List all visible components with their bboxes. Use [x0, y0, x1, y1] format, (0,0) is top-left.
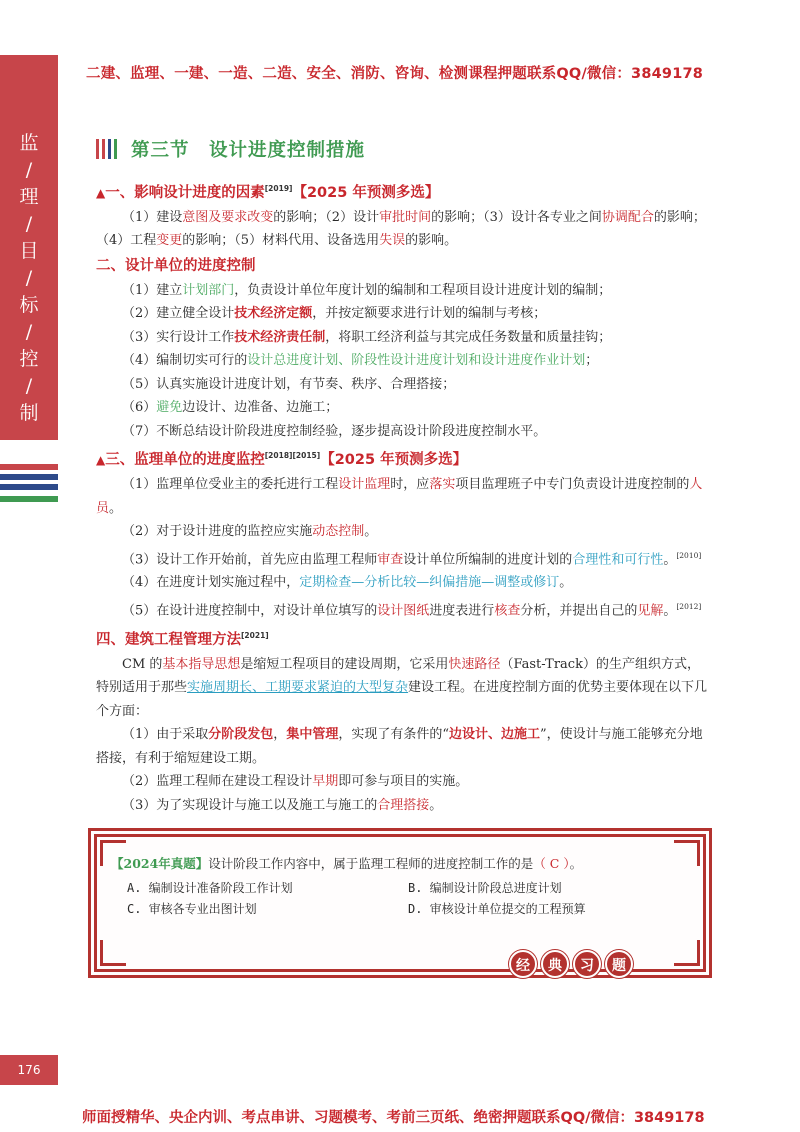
section-title: 第三节 设计进度控制措施: [131, 140, 366, 161]
side-stripe-blue-1: [0, 474, 58, 480]
triangle-icon: ▲: [96, 453, 106, 468]
side-label: 监 / 理 / 目 / 标 / 控 / 制: [19, 132, 39, 424]
footer-banner: 师面授精华、央企内训、考点串讲、习题模考、考前三页纸、绝密押题联系QQ/微信：3849178: [82, 1110, 705, 1126]
list-item: （4）编制切实可行的设计总进度计划、阶段性设计进度计划和设计进度作业计划；: [122, 353, 599, 369]
side-stripe-red: [0, 464, 58, 470]
header-banner: 二建、监理、一建、一造、二造、安全、消防、咨询、检测课程押题联系QQ/微信：3849178: [86, 66, 704, 82]
section-heading: [96, 136, 365, 162]
quiz-option: B. 编制设计阶段总进度计划: [408, 881, 562, 895]
list-item: （7）不断总结设计阶段进度控制经验，逐步提高设计阶段进度控制水平。: [122, 423, 547, 439]
exam-question-box: [88, 828, 712, 978]
heading-design-unit: 二、设计单位的进度控制: [96, 257, 256, 274]
quiz-question: 【2024年真题】设计阶段工作内容中，属于监理工程师的进度控制工作的是（ C ）。: [111, 856, 583, 871]
list-item: （1）监理单位受业主的委托进行工程设计监理时，应落实项目监理班子中专门负责设计进度控制的人员。: [96, 477, 703, 516]
side-stripe-green: [0, 496, 58, 502]
factors-paragraph: （1）建设意图及要求改变的影响；（2）设计审批时间的影响；（3）设计各专业之间协调配合的影响；（4）工程变更的影响；（5）材料代用、设备选用失误的影响。: [96, 209, 706, 249]
main-content: [96, 176, 708, 817]
list-item: （2）监理工程师在建设工程设计早期即可参与项目的实施。: [122, 774, 469, 790]
quiz-options: [111, 879, 689, 917]
list-item: （6）避免边设计、边准备、边施工；: [122, 400, 339, 416]
quiz-content: [111, 853, 689, 917]
frame-corner: [674, 940, 700, 966]
cm-paragraph: CM 的基本指导思想是缩短工程项目的建设周期，它采用快速路径（Fast-Track）的生产组织方式，特别适用于那些实施周期长、工期要求紧迫的大型复杂建设工程。在进度控制方面的优势主要体现在以下几个方面：: [96, 656, 708, 719]
list-item: （3）实行设计工作技术经济责任制，将职工经济利益与其完成任务数量和质量挂钩；: [122, 329, 612, 345]
list-item: （3）为了实现设计与施工以及施工与施工的合理搭接。: [122, 797, 443, 813]
heading-cm-method: 四、建筑工程管理方法[2021]: [96, 630, 269, 648]
badge: 典: [541, 950, 569, 978]
heading-supervision: ▲三、监理单位的进度监控[2018][2015]【2025 年预测多选】: [96, 451, 468, 469]
badge: 经: [509, 950, 537, 978]
section-bars-icon: [96, 139, 117, 159]
quiz-option: A. 编制设计准备阶段工作计划: [127, 881, 293, 895]
list-item: （5）认真实施设计进度计划，有节奏、秩序、合理搭接；: [122, 376, 456, 392]
badge: 题: [605, 950, 633, 978]
list-item: （4）在进度计划实施过程中，定期检查—分析比较—纠偏措施—调整或修订。: [122, 575, 573, 591]
side-stripe-blue-2: [0, 484, 58, 490]
classic-exercise-badges: [509, 950, 633, 978]
list-item: （3）设计工作开始前，首先应由监理工程师审查设计单位所编制的进度计划的合理性和可行性。[2010]: [122, 550, 702, 567]
frame-corner: [100, 940, 126, 966]
list-item: （2）对于设计进度的监控应实施动态控制。: [122, 524, 378, 540]
list-item: （1）由于采取分阶段发包，集中管理，实现了有条件的“边设计、边施工”，使设计与施工能够充分地搭接，有利于缩短建设工期。: [96, 727, 703, 766]
list-item: （5）在设计进度控制中，对设计单位填写的设计图纸进度表进行核查分析，并提出自己的见解。[2012]: [122, 601, 702, 619]
list-item: （1）建立计划部门，负责设计单位年度计划的编制和工程项目设计进度计划的编制；: [122, 282, 612, 298]
page-number: 176: [0, 1055, 58, 1085]
quiz-option: D. 审核设计单位提交的工程预算: [408, 902, 586, 916]
triangle-icon: ▲: [96, 185, 106, 200]
badge: 习: [573, 950, 601, 978]
list-item: （2）建立健全设计技术经济定额，并按定额要求进行计划的编制与考核；: [122, 306, 547, 322]
quiz-option: C. 审核各专业出图计划: [127, 902, 257, 916]
heading-factors: ▲一、影响设计进度的因素[2019]【2025 年预测多选】: [96, 184, 440, 201]
